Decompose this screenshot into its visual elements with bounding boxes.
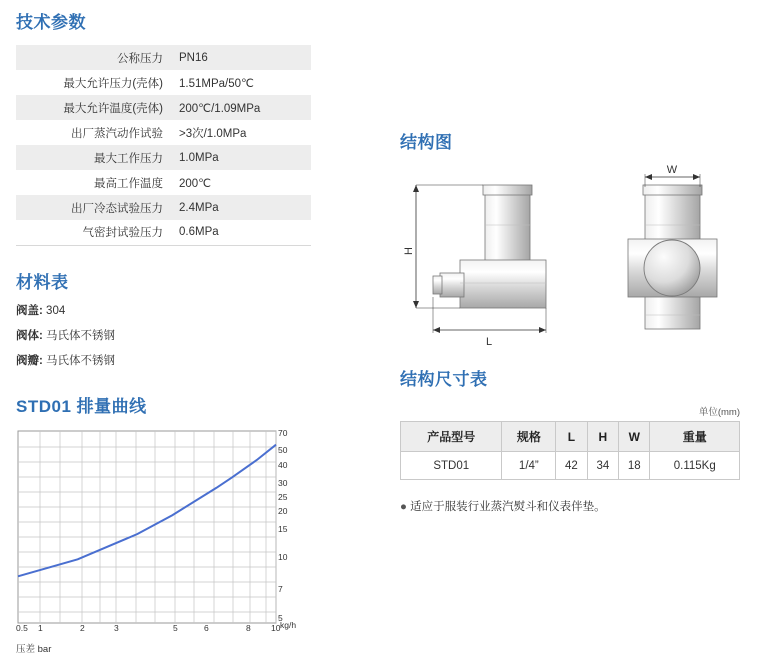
dimension-section xyxy=(400,365,760,514)
tech-params-table xyxy=(16,45,311,246)
cell-l: 42 xyxy=(556,452,587,480)
dimension-title: 结构尺寸表 xyxy=(400,370,488,389)
param-key: 公称压力 xyxy=(117,52,163,65)
list-item xyxy=(16,302,346,318)
table-row xyxy=(16,195,311,220)
material-value: 马氏体不锈钢 xyxy=(46,329,116,342)
param-key: 出厂冷态试验压力 xyxy=(71,202,163,215)
table-row xyxy=(16,120,311,145)
y-tick: 40 xyxy=(278,459,288,470)
cell-h: 34 xyxy=(587,452,618,480)
param-value: >3次/1.0MPa xyxy=(179,127,247,140)
param-key: 最高工作温度 xyxy=(94,177,163,190)
x-tick: 10 xyxy=(271,622,281,633)
left-column xyxy=(16,8,346,655)
table-row xyxy=(16,45,311,70)
structure-title: 结构图 xyxy=(400,133,453,152)
discharge-curve-chart xyxy=(16,427,316,655)
x-tick: 0.5 xyxy=(16,622,28,633)
cell-weight: 0.115Kg xyxy=(650,452,740,480)
table-row xyxy=(16,95,311,120)
param-value: 1.0MPa xyxy=(179,151,219,164)
y-tick: 15 xyxy=(278,523,288,534)
param-value: 200℃ xyxy=(179,177,212,190)
dimension-label-h: H xyxy=(403,247,415,255)
table-row xyxy=(401,452,740,480)
column-header: W xyxy=(619,422,650,452)
list-item xyxy=(16,352,346,368)
column-header: L xyxy=(556,422,587,452)
y-tick: 25 xyxy=(278,491,288,502)
structure-section xyxy=(400,128,760,365)
param-value: 1.51MPa/50℃ xyxy=(179,77,254,90)
y-tick: 50 xyxy=(278,444,288,455)
y-tick: 5 xyxy=(278,612,283,623)
x-tick: 8 xyxy=(246,622,251,633)
param-value: 200℃/1.09MPa xyxy=(179,102,261,115)
chart-block xyxy=(16,392,346,655)
table-row xyxy=(16,70,311,95)
x-tick: 3 xyxy=(114,622,119,633)
material-title: 材料表 xyxy=(16,272,69,292)
table-row xyxy=(16,170,311,195)
param-key: 最大允许温度(壳体) xyxy=(63,102,163,115)
material-block xyxy=(16,268,346,368)
y-tick: 30 xyxy=(278,477,288,488)
column-header: 规格 xyxy=(502,422,556,452)
param-key: 气密封试验压力 xyxy=(16,220,171,245)
param-key: 出厂蒸汽动作试验 xyxy=(71,127,163,140)
x-tick: 6 xyxy=(204,622,209,633)
chart-y-axis-labels xyxy=(278,427,318,627)
cell-model: STD01 xyxy=(401,452,502,480)
table-header-row xyxy=(401,422,740,452)
table-row xyxy=(16,220,311,245)
dimension-table xyxy=(400,421,740,480)
application-note-text: 适应于服装行业蒸汽熨斗和仪表伴垫。 xyxy=(410,501,606,513)
chart-x-axis-labels xyxy=(16,623,296,637)
param-value: 2.4MPa xyxy=(179,201,219,214)
structure-drawing-svg xyxy=(400,165,755,365)
column-header: H xyxy=(587,422,618,452)
material-value: 304 xyxy=(46,304,66,317)
cell-size: 1/4” xyxy=(502,452,556,480)
chart-unit-label: kg/h xyxy=(280,619,297,630)
x-tick: 2 xyxy=(80,622,85,633)
y-tick: 70 xyxy=(278,427,288,438)
bullet-icon: ● xyxy=(400,501,407,513)
dimension-label-w: W xyxy=(666,164,678,176)
list-item xyxy=(16,327,346,343)
material-value: 马氏体不锈钢 xyxy=(46,354,116,367)
column-header: 重量 xyxy=(650,422,740,452)
chart-title: STD01 排量曲线 xyxy=(16,396,147,416)
table-row xyxy=(16,145,311,170)
column-header: 产品型号 xyxy=(401,422,502,452)
tech-params-title: 技术参数 xyxy=(16,13,86,32)
unit-note: 单位(mm) xyxy=(698,407,740,418)
material-label: 阀瓣: xyxy=(16,354,43,367)
structure-drawing xyxy=(400,165,755,365)
material-label: 阀盖: xyxy=(16,304,43,317)
param-value: PN16 xyxy=(179,51,208,64)
param-value: 0.6MPa xyxy=(171,220,311,245)
material-label: 阀体: xyxy=(16,329,43,342)
chart-svg xyxy=(16,427,316,642)
dimension-label-l: L xyxy=(485,336,493,348)
param-key: 最大允许压力(壳体) xyxy=(63,77,163,90)
application-note xyxy=(400,498,760,514)
param-key: 最大工作压力 xyxy=(94,152,163,165)
x-tick: 1 xyxy=(38,622,43,633)
y-tick: 10 xyxy=(278,551,288,562)
x-tick: 5 xyxy=(173,622,178,633)
y-tick: 20 xyxy=(278,505,288,516)
chart-x-axis-title: 压差 bar xyxy=(16,643,52,655)
y-tick: 7 xyxy=(278,583,283,594)
cell-w: 18 xyxy=(619,452,650,480)
